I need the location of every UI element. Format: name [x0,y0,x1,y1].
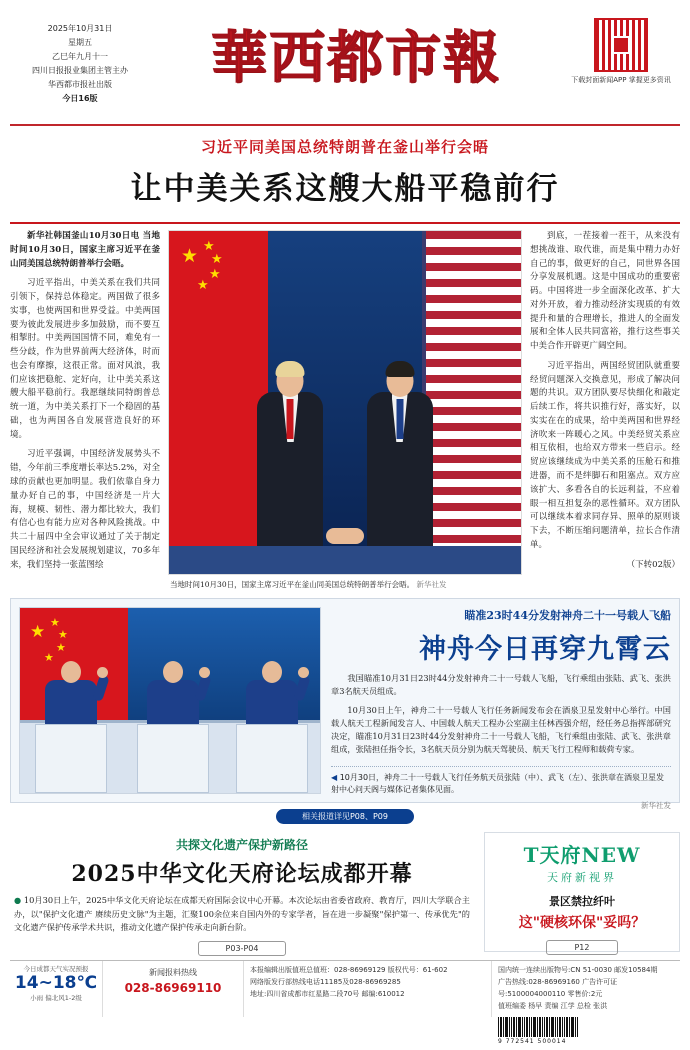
hotline-block [103,961,244,1017]
bullet-icon: ● [14,895,22,905]
lead-photo-source: 新华社发 [416,579,447,589]
shenzhou-para-2: 10月30日上午，神舟二十一号载人飞行任务新闻发布会在酒泉卫星发射中心举行。中国载人航天工程新闻发言人、中国载人航天工程办公室副主任林西强介绍，经任务总指挥部研究决定，瞄准10月31日23时44分发射神舟二十一号载人飞船，飞行乘组由张陆、武飞、张洪章组成，张陆担任指令长，3名航天员分别为航天驾驶员、航天飞行工程师和载荷专家。 [331,704,671,755]
weather-description: 小雨 偏北风1-2级 [30,994,82,1002]
culture-body-text: 10月30日上午，2025中华文化天府论坛在成都天府国际会议中心开幕。本次论坛由省委省政府、教育厅，四川大学联合主办，以"保护文化遗产 赓续历史文脉"为主题，汇聚100余位来自国内外的专家学者，旨在进一步凝聚"保护第一、传承优先"的文化遗产保护传承学术共识，推动文化遗产保护传承走向新台阶。 [14,895,470,933]
figure-trump [253,361,327,574]
masthead-title-wrap [150,8,562,94]
lead-para-4: 习近平指出，两国经贸团队就重要经贸问题深入交换意见，形成了解决问题的共识。双方团队要尽快细化和敲定后续工作，将共识推行好，落实好，以实实在在的成果，给中美两国和世界经济吹来一阵暖心之风。中美经贸关系应相互依相，也给双方带来一些启示。经贸应该继续成为中美关系的压舱石和推进器，而不是绊脚石和阻塞点。双方应该扩大、多看各自的长远利益，不应着眼一相互担复杂的恶性循环。双方团队可以继续本着求同存异、照单的原则谈下去，不断压缩问题清单，拉长合作清单。 [530,360,680,550]
barcode-icon [498,1015,674,1037]
divider-rule [10,222,680,224]
culture-section [10,832,680,952]
shenzhou-text [331,607,671,811]
date-line-3: 乙巳年九月十一 [52,52,108,61]
weather-temperature: 14~18℃ [14,973,98,993]
shenzhou-headline: 神舟今日再穿九霄云 [419,634,671,665]
tianfu-logo-sub: 天府新视界 [547,871,617,884]
lead-headline-block [10,126,680,214]
tianfu-logo: T天府NEW [523,843,641,867]
lead-photo-caption-text: 当地时间10月30日，国家主席习近平在釜山同美国总统特朗普举行会晤。 [170,579,415,589]
tianfu-promo[interactable] [484,832,680,952]
tianfu-line-2: 这"硬核环保"妥吗？ [518,915,646,931]
newspaper-title: 華西都市報 [211,25,501,91]
qr-caption: 下载封面新闻APP 掌握更多资讯 [571,76,671,84]
shenzhou-photo-note [331,766,671,798]
podium-1 [35,724,107,793]
shenzhou-para-1: 我国瞄准10月31日23时44分发射神舟二十一号载人飞船，飞行乘组由张陆、武飞、张洪章3名航天员组成。 [331,673,671,697]
qr-code-icon[interactable] [594,18,648,72]
culture-article [10,832,474,952]
shenzhou-kicker: 瞄准23时44分发射神舟二十一号载人飞船 [464,609,671,622]
podium-2 [137,724,209,793]
lead-para-1: 习近平指出，中美关系在我们共同引领下，保持总体稳定。两国做了很多实事，也使两国和世界受益。中美两国要为彼此发展进步多加鼓励，而不要互相掣肘。中美两国国情不同，难免有一些分歧，作为世界前两大经济体，时而也会有摩擦，这很正常。面对风浪，我们应该把稳舵、定好向，让中美关系这艘大船平稳前行。我愿继续同特朗普总统一道，为中美关系打下一个稳固的基础，也为两国各自发展营造良好的环境。 [10,278,160,440]
lead-para-3: 到底，一茬接着一茬干，从来没有想挑战谁、取代谁，而是集中精力办好自己的事，做更好的自己，同世界各国分享发展机遇。这是中国成功的重要密码。中国将进一步全面深化改革、扩大对外开放，着力推动经济实现质的有效提升和量的合理增长，推进人的全面发展和全体人民共同富裕，推行这些事关中美合作开辟更广阔空间。 [530,231,680,352]
astronaut-wufei [140,661,206,723]
lead-photo-caption [168,575,522,590]
culture-kicker: 共探文化遗产保护新路径 [175,838,308,852]
footer-right-line-1: 国内统一连续出版物号:CN 51-0030 邮发10584期 [498,966,658,974]
date-line-5: 华西都市报社出版 [48,80,112,89]
barcode-number: 9 772541 500014 [498,1037,567,1045]
culture-reference-tag[interactable]: P03-P04 [198,941,286,956]
footer-address: 地址:四川省成都市红星路二段70号 邮编:610012 [250,989,405,998]
masthead-dateblock [10,8,150,106]
shenzhou-source: 新华社发 [641,801,671,811]
lead-headline: 让中美关系这艘大船平稳前行 [130,171,560,207]
date-line-4: 四川日报报业集团主管主办 [32,66,128,75]
handshake-detail [326,528,364,544]
masthead-qr-block [562,8,680,86]
date-line-1: 2025年10月31日 [47,24,113,33]
footer-right-line-2: 广告热线:028-86969160 广告许可证号:5100004000110 零售价:2元 [498,977,618,998]
culture-body [10,894,474,935]
lead-photo-column [168,230,522,590]
lead-kicker: 习近平同美国总统特朗普在釜山举行会晤 [200,138,489,156]
date-line-6: 今日16版 [62,94,98,103]
footer-mid-line-2: 网络版发行部热线电话11185及028-86969285 [250,977,401,986]
china-flag-icon-2: ★ ★ ★ ★ ★ [20,608,128,723]
footer-mid-line-1: 本报编辑出版值班总值班：028-86969129 版权代号：61-602 [250,966,448,974]
shenzhou-photo [19,607,321,794]
shenzhou-section [10,598,680,811]
tianfu-line-1: 景区禁拉纤叶 [549,895,615,908]
china-flag-icon: ★ ★ ★ ★ ★ [169,231,345,574]
hotline-label: 新闻报料热线 [149,968,197,977]
triangle-bullet-icon: ◀ [331,772,338,782]
podium-3 [236,724,308,793]
shenzhou-body [331,672,671,762]
lead-dateline: 新华社韩国釜山10月30日电 当地时间10月30日，国家主席习近平在釜山同美国总统特朗普举行会晤。 [10,231,160,269]
hotline-number[interactable]: 028-86969110 [124,981,222,995]
footer-right-info [492,961,680,1045]
date-line-2: 星期五 [68,38,92,47]
masthead [10,8,680,126]
shenzhou-note-text: 10月30日，神舟二十一号载人飞行任务航天员张陆（中）、武飞（左）、张洪章在酒泉卫星发射中心问天阁与媒体记者集体见面。 [331,772,665,795]
lead-photo [168,230,522,575]
footer-mid-info [244,961,492,1017]
page-footer [10,960,680,1045]
shenzhou-reference-tag[interactable]: 相关报道详见P08、P09 [276,809,414,824]
tianfu-reference-tag[interactable]: P12 [546,940,618,955]
astronaut-zhanglu [38,661,104,723]
weather-block [10,961,103,1017]
lead-para-2: 习近平强调，中国经济发展势头不错，今年前三季度增长率达5.2%，对全球的贡献也更加明显。我们依靠自身力量办好自己的事，中国经济是一片大海，规模、韧性、潜力都比较大，我们有信心也有能力应对各种风险挑战。中共二十届四中全会审议通过了关于制定国民经济和社会发展规划建议，70多年来，我们坚持一张蓝图绘 [10,449,160,570]
footer-right-line-3: 值班编委 杨早 责编 江学 总检 张洪 [498,1001,608,1010]
weather-label: 今日成都天气实况预报 [23,965,89,973]
lead-column-right [530,230,680,590]
figure-xi [363,361,437,574]
culture-headline: 2025中华文化天府论坛成都开幕 [71,861,413,887]
astronaut-zhanghongzhang [239,661,305,723]
lead-body [10,230,680,590]
lead-continuation: （下转02版） [626,559,680,570]
lead-column-left [10,230,160,590]
photo-figures [169,361,521,574]
photo-floor [169,546,521,573]
